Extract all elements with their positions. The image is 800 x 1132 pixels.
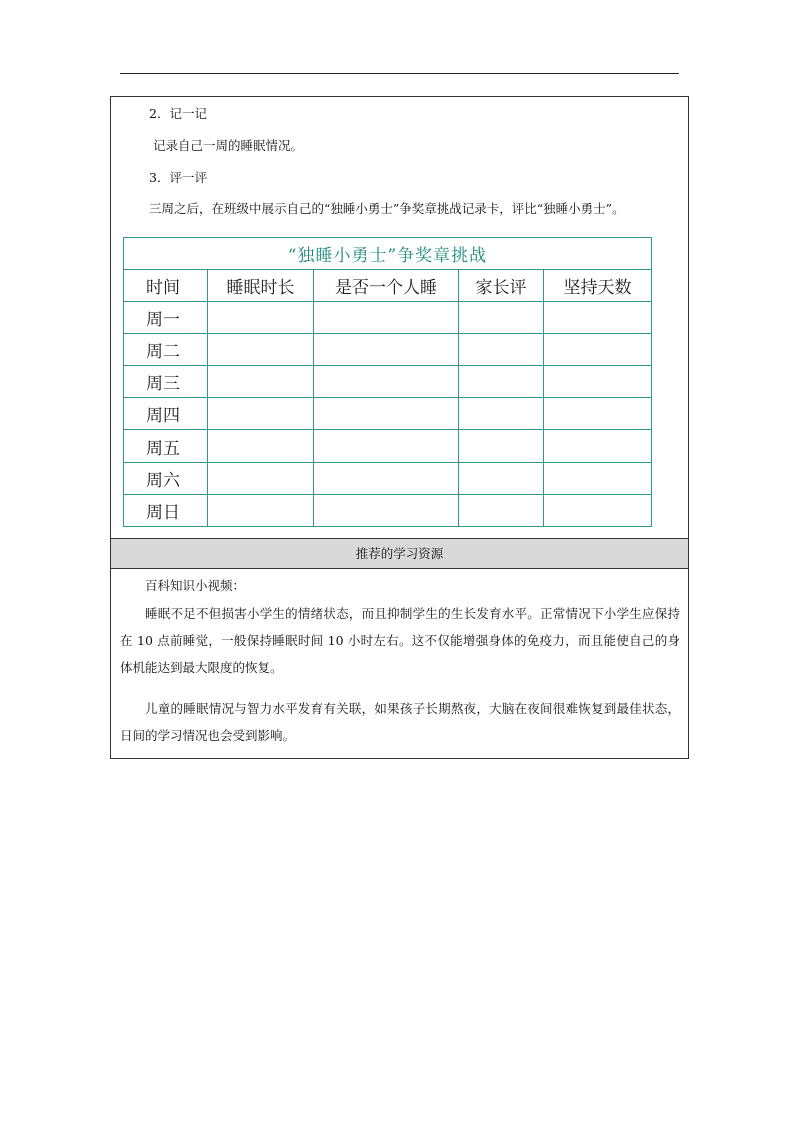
challenge-table-header-row [124, 270, 652, 302]
table-cell [208, 398, 314, 430]
row-day-label: 周三 [124, 366, 208, 398]
record-text: 记录自己一周的睡眠情况。 [153, 138, 304, 153]
header-sleep-alone: 是否一个人睡 [314, 270, 459, 302]
table-cell [314, 302, 459, 334]
table-cell [314, 430, 459, 462]
table-cell [544, 430, 652, 462]
row-day-label: 周四 [124, 398, 208, 430]
header-days-persisted: 坚持天数 [544, 270, 652, 302]
record-heading: 2．记一记 [149, 106, 207, 121]
evaluate-text: 三周之后，在班级中展示自己的“独睡小勇士”争奖章挑战记录卡，评比“独睡小勇士”。 [149, 201, 625, 216]
table-cell [544, 494, 652, 526]
page-header-rule [120, 73, 679, 74]
row-day-label: 周六 [124, 462, 208, 494]
table-cell [314, 334, 459, 366]
table-cell [208, 334, 314, 366]
evaluate-heading: 3．评一评 [149, 170, 207, 185]
header-parent-comment: 家长评 [459, 270, 544, 302]
row-day-label: 周五 [124, 430, 208, 462]
table-cell [459, 494, 544, 526]
table-cell [459, 334, 544, 366]
challenge-table-title: “独睡小勇士”争奖章挑战 [124, 238, 652, 270]
table-cell [459, 302, 544, 334]
table-cell [544, 302, 652, 334]
table-row [124, 462, 652, 494]
resources-intro: 百科知识小视频： [145, 578, 246, 593]
table-cell [314, 494, 459, 526]
table-cell [544, 398, 652, 430]
table-cell [314, 398, 459, 430]
table-cell [314, 462, 459, 494]
table-row [124, 398, 652, 430]
table-cell [459, 430, 544, 462]
challenge-table [123, 237, 652, 527]
row-day-label: 周一 [124, 302, 208, 334]
table-cell [208, 494, 314, 526]
table-cell [459, 398, 544, 430]
header-time: 时间 [124, 270, 208, 302]
table-row [124, 334, 652, 366]
resources-paragraph-2: 儿童的睡眠情况与智力水平发育有关联，如果孩子长期熬夜，大脑在夜间很难恢复到最佳状态，日间的学习情况也会受到影响。 [120, 701, 680, 743]
table-row [124, 302, 652, 334]
lesson-frame [110, 96, 689, 759]
table-row [124, 430, 652, 462]
table-cell [459, 366, 544, 398]
row-day-label: 周日 [124, 494, 208, 526]
table-row [124, 494, 652, 526]
row-day-label: 周二 [124, 334, 208, 366]
table-cell [544, 462, 652, 494]
table-cell [208, 366, 314, 398]
resources-paragraph-1: 睡眠不足不但损害小学生的情绪状态，而且抑制学生的生长发育水平。正常情况下小学生应保持在 10 点前睡觉，一般保持睡眠时间 10 小时左右。这不仅能增强身体的免疫力，而且能使自己的身体机能达到最大限度的恢复。 [120, 606, 680, 675]
table-cell [544, 366, 652, 398]
table-cell [208, 302, 314, 334]
table-cell [459, 462, 544, 494]
table-cell [208, 430, 314, 462]
table-cell [208, 462, 314, 494]
resources-title-bar: 推荐的学习资源 [111, 538, 688, 569]
table-cell [544, 334, 652, 366]
table-row [124, 366, 652, 398]
table-cell [314, 366, 459, 398]
header-sleep-duration: 睡眠时长 [208, 270, 314, 302]
